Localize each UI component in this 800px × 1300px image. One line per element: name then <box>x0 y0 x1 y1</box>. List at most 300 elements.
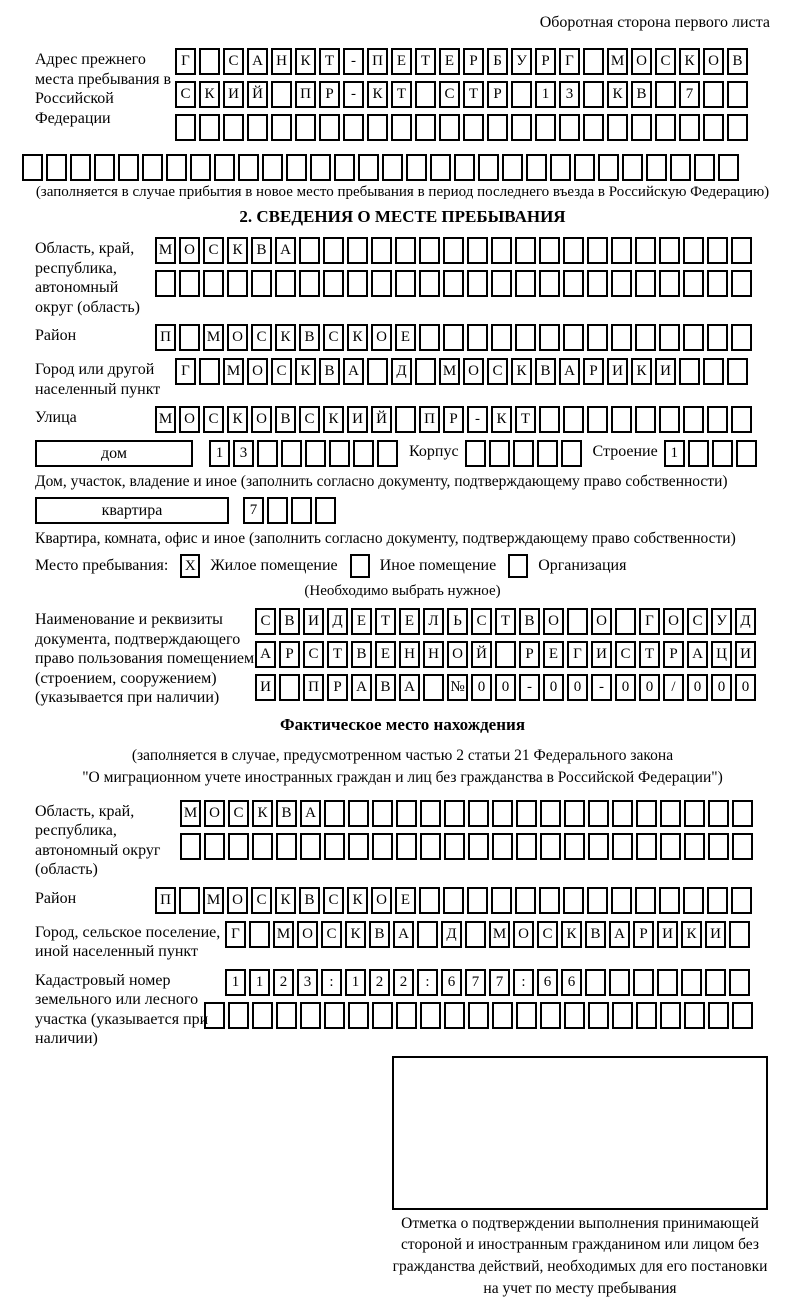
char-box[interactable]: Р <box>633 921 654 948</box>
char-box[interactable]: И <box>303 608 324 635</box>
char-box[interactable] <box>305 440 326 467</box>
char-box[interactable]: А <box>609 921 630 948</box>
char-box[interactable] <box>609 969 630 996</box>
char-box[interactable] <box>612 800 633 827</box>
char-box[interactable] <box>467 887 488 914</box>
char-box[interactable] <box>371 237 392 264</box>
char-box[interactable] <box>731 270 752 297</box>
char-box[interactable] <box>467 324 488 351</box>
char-box[interactable] <box>705 969 726 996</box>
char-box[interactable] <box>495 641 516 668</box>
char-box[interactable]: К <box>295 358 316 385</box>
char-box[interactable] <box>712 440 733 467</box>
char-box[interactable] <box>718 154 739 181</box>
char-box[interactable]: С <box>655 48 676 75</box>
char-box[interactable]: Е <box>395 887 416 914</box>
char-box[interactable] <box>395 406 416 433</box>
char-box[interactable]: И <box>705 921 726 948</box>
char-box[interactable]: Й <box>247 81 268 108</box>
char-box[interactable] <box>585 969 606 996</box>
char-box[interactable]: К <box>679 48 700 75</box>
char-box[interactable]: Р <box>443 406 464 433</box>
char-box[interactable] <box>395 237 416 264</box>
char-box[interactable]: О <box>663 608 684 635</box>
char-box[interactable]: Г <box>175 48 196 75</box>
char-box[interactable]: О <box>297 921 318 948</box>
char-box[interactable]: О <box>179 406 200 433</box>
char-box[interactable] <box>286 154 307 181</box>
char-box[interactable]: № <box>447 674 468 701</box>
char-box[interactable]: 0 <box>735 674 756 701</box>
char-box[interactable]: 0 <box>495 674 516 701</box>
char-box[interactable] <box>688 440 709 467</box>
char-box[interactable]: И <box>223 81 244 108</box>
char-box[interactable] <box>612 833 633 860</box>
char-box[interactable]: А <box>687 641 708 668</box>
char-box[interactable] <box>539 887 560 914</box>
char-box[interactable] <box>732 800 753 827</box>
checkbox-other-premises[interactable] <box>350 554 370 578</box>
char-box[interactable]: : <box>513 969 534 996</box>
char-box[interactable] <box>539 237 560 264</box>
char-box[interactable]: Й <box>471 641 492 668</box>
char-box[interactable] <box>659 270 680 297</box>
char-box[interactable]: Е <box>543 641 564 668</box>
char-box[interactable]: В <box>369 921 390 948</box>
char-box[interactable] <box>467 237 488 264</box>
char-box[interactable] <box>491 324 512 351</box>
char-box[interactable] <box>583 48 604 75</box>
char-box[interactable] <box>406 154 427 181</box>
char-box[interactable] <box>334 154 355 181</box>
char-box[interactable] <box>513 440 534 467</box>
char-box[interactable]: 0 <box>471 674 492 701</box>
char-box[interactable]: 1 <box>249 969 270 996</box>
char-box[interactable] <box>563 887 584 914</box>
char-box[interactable] <box>420 833 441 860</box>
char-box[interactable]: К <box>199 81 220 108</box>
char-box[interactable]: П <box>155 324 176 351</box>
char-box[interactable] <box>276 1002 297 1029</box>
char-box[interactable]: 7 <box>465 969 486 996</box>
char-box[interactable] <box>567 608 588 635</box>
char-box[interactable]: 0 <box>615 674 636 701</box>
char-box[interactable] <box>465 440 486 467</box>
char-box[interactable]: В <box>375 674 396 701</box>
char-box[interactable]: К <box>347 324 368 351</box>
char-box[interactable]: А <box>559 358 580 385</box>
char-box[interactable]: В <box>279 608 300 635</box>
char-box[interactable] <box>353 440 374 467</box>
char-box[interactable] <box>238 154 259 181</box>
char-box[interactable]: 0 <box>567 674 588 701</box>
char-box[interactable]: М <box>439 358 460 385</box>
char-box[interactable]: К <box>631 358 652 385</box>
char-box[interactable] <box>635 270 656 297</box>
char-box[interactable]: Е <box>351 608 372 635</box>
char-box[interactable] <box>367 358 388 385</box>
char-box[interactable]: П <box>419 406 440 433</box>
char-box[interactable]: П <box>367 48 388 75</box>
char-box[interactable] <box>323 237 344 264</box>
char-box[interactable]: О <box>204 800 225 827</box>
char-box[interactable] <box>348 833 369 860</box>
char-box[interactable]: 2 <box>273 969 294 996</box>
char-box[interactable]: Р <box>663 641 684 668</box>
char-box[interactable] <box>515 237 536 264</box>
char-box[interactable]: К <box>295 48 316 75</box>
char-box[interactable]: 1 <box>345 969 366 996</box>
char-box[interactable]: П <box>155 887 176 914</box>
char-box[interactable] <box>515 270 536 297</box>
char-box[interactable]: Н <box>423 641 444 668</box>
char-box[interactable] <box>684 800 705 827</box>
char-box[interactable] <box>203 270 224 297</box>
char-box[interactable] <box>633 969 654 996</box>
char-box[interactable] <box>703 114 724 141</box>
char-box[interactable] <box>439 114 460 141</box>
char-box[interactable] <box>611 324 632 351</box>
char-box[interactable] <box>635 887 656 914</box>
char-box[interactable]: Г <box>225 921 246 948</box>
char-box[interactable] <box>660 800 681 827</box>
char-box[interactable]: В <box>727 48 748 75</box>
char-box[interactable]: Ц <box>711 641 732 668</box>
char-box[interactable] <box>727 81 748 108</box>
char-box[interactable]: Г <box>567 641 588 668</box>
char-box[interactable] <box>281 440 302 467</box>
char-box[interactable] <box>684 1002 705 1029</box>
char-box[interactable] <box>468 800 489 827</box>
char-box[interactable] <box>247 114 268 141</box>
char-box[interactable] <box>347 237 368 264</box>
char-box[interactable]: 3 <box>559 81 580 108</box>
char-box[interactable]: Р <box>487 81 508 108</box>
char-box[interactable]: В <box>585 921 606 948</box>
char-box[interactable]: И <box>657 921 678 948</box>
char-box[interactable] <box>537 440 558 467</box>
char-box[interactable]: О <box>227 324 248 351</box>
char-box[interactable] <box>707 237 728 264</box>
char-box[interactable]: К <box>252 800 273 827</box>
char-box[interactable] <box>729 921 750 948</box>
char-box[interactable]: Т <box>415 48 436 75</box>
char-box[interactable]: - <box>519 674 540 701</box>
char-box[interactable]: Р <box>279 641 300 668</box>
char-box[interactable]: М <box>180 800 201 827</box>
char-box[interactable] <box>729 969 750 996</box>
char-box[interactable] <box>588 1002 609 1029</box>
char-box[interactable]: Р <box>519 641 540 668</box>
char-box[interactable]: В <box>251 237 272 264</box>
char-box[interactable]: Л <box>423 608 444 635</box>
char-box[interactable] <box>612 1002 633 1029</box>
char-box[interactable] <box>607 114 628 141</box>
char-box[interactable] <box>396 833 417 860</box>
char-box[interactable]: Р <box>463 48 484 75</box>
char-box[interactable] <box>694 154 715 181</box>
char-box[interactable] <box>564 1002 585 1029</box>
char-box[interactable]: С <box>615 641 636 668</box>
char-box[interactable] <box>463 114 484 141</box>
char-box[interactable] <box>707 887 728 914</box>
char-box[interactable] <box>46 154 67 181</box>
char-box[interactable]: В <box>299 324 320 351</box>
char-box[interactable]: 0 <box>639 674 660 701</box>
char-box[interactable]: Р <box>327 674 348 701</box>
char-box[interactable] <box>262 154 283 181</box>
char-box[interactable] <box>275 270 296 297</box>
char-box[interactable] <box>736 440 757 467</box>
char-box[interactable]: С <box>223 48 244 75</box>
char-box[interactable] <box>622 154 643 181</box>
char-box[interactable]: С <box>687 608 708 635</box>
char-box[interactable]: Д <box>735 608 756 635</box>
char-box[interactable]: О <box>463 358 484 385</box>
char-box[interactable]: К <box>511 358 532 385</box>
char-box[interactable]: К <box>561 921 582 948</box>
char-box[interactable] <box>343 114 364 141</box>
char-box[interactable] <box>228 1002 249 1029</box>
char-box[interactable] <box>587 270 608 297</box>
char-box[interactable] <box>587 237 608 264</box>
char-box[interactable] <box>683 270 704 297</box>
char-box[interactable] <box>396 1002 417 1029</box>
char-box[interactable] <box>683 324 704 351</box>
char-box[interactable] <box>372 800 393 827</box>
char-box[interactable] <box>417 921 438 948</box>
char-box[interactable]: К <box>227 406 248 433</box>
char-box[interactable] <box>179 324 200 351</box>
char-box[interactable] <box>199 114 220 141</box>
char-box[interactable] <box>727 358 748 385</box>
char-box[interactable] <box>142 154 163 181</box>
char-box[interactable] <box>214 154 235 181</box>
char-box[interactable] <box>377 440 398 467</box>
char-box[interactable] <box>587 887 608 914</box>
char-box[interactable] <box>588 800 609 827</box>
char-box[interactable] <box>271 81 292 108</box>
char-box[interactable]: Г <box>639 608 660 635</box>
char-box[interactable] <box>444 800 465 827</box>
char-box[interactable]: Д <box>441 921 462 948</box>
char-box[interactable] <box>443 270 464 297</box>
char-box[interactable] <box>444 1002 465 1029</box>
char-box[interactable] <box>540 800 561 827</box>
char-box[interactable] <box>491 887 512 914</box>
char-box[interactable]: С <box>271 358 292 385</box>
char-box[interactable]: М <box>489 921 510 948</box>
char-box[interactable]: Н <box>399 641 420 668</box>
char-box[interactable]: А <box>247 48 268 75</box>
char-box[interactable] <box>367 114 388 141</box>
char-box[interactable] <box>175 114 196 141</box>
char-box[interactable] <box>574 154 595 181</box>
char-box[interactable] <box>279 674 300 701</box>
char-box[interactable] <box>419 237 440 264</box>
char-box[interactable] <box>708 800 729 827</box>
char-box[interactable] <box>423 674 444 701</box>
char-box[interactable]: В <box>299 887 320 914</box>
char-box[interactable] <box>443 237 464 264</box>
char-box[interactable]: С <box>251 324 272 351</box>
char-box[interactable] <box>299 270 320 297</box>
char-box[interactable]: С <box>439 81 460 108</box>
char-box[interactable] <box>731 237 752 264</box>
char-box[interactable] <box>727 114 748 141</box>
char-box[interactable]: К <box>491 406 512 433</box>
char-box[interactable]: 7 <box>243 497 264 524</box>
char-box[interactable]: О <box>703 48 724 75</box>
char-box[interactable]: - <box>343 48 364 75</box>
char-box[interactable]: / <box>663 674 684 701</box>
char-box[interactable]: - <box>467 406 488 433</box>
char-box[interactable]: 3 <box>233 440 254 467</box>
char-box[interactable]: О <box>179 237 200 264</box>
char-box[interactable]: С <box>175 81 196 108</box>
char-box[interactable]: О <box>513 921 534 948</box>
char-box[interactable] <box>118 154 139 181</box>
char-box[interactable] <box>166 154 187 181</box>
char-box[interactable] <box>635 324 656 351</box>
char-box[interactable]: О <box>251 406 272 433</box>
char-box[interactable]: В <box>535 358 556 385</box>
char-box[interactable]: 6 <box>441 969 462 996</box>
char-box[interactable]: Т <box>495 608 516 635</box>
char-box[interactable] <box>659 237 680 264</box>
char-box[interactable] <box>382 154 403 181</box>
char-box[interactable]: Г <box>559 48 580 75</box>
char-box[interactable] <box>319 114 340 141</box>
char-box[interactable]: К <box>275 324 296 351</box>
char-box[interactable]: А <box>300 800 321 827</box>
char-box[interactable] <box>299 237 320 264</box>
char-box[interactable]: Д <box>327 608 348 635</box>
char-box[interactable]: Е <box>391 48 412 75</box>
char-box[interactable]: 7 <box>679 81 700 108</box>
char-box[interactable] <box>683 406 704 433</box>
char-box[interactable] <box>707 324 728 351</box>
char-box[interactable]: К <box>345 921 366 948</box>
char-box[interactable]: С <box>471 608 492 635</box>
char-box[interactable] <box>348 800 369 827</box>
char-box[interactable] <box>539 270 560 297</box>
char-box[interactable]: О <box>543 608 564 635</box>
char-box[interactable] <box>199 48 220 75</box>
char-box[interactable] <box>257 440 278 467</box>
char-box[interactable] <box>635 406 656 433</box>
char-box[interactable]: Т <box>639 641 660 668</box>
char-box[interactable] <box>540 833 561 860</box>
char-box[interactable] <box>295 114 316 141</box>
char-box[interactable] <box>563 324 584 351</box>
char-box[interactable] <box>708 833 729 860</box>
char-box[interactable] <box>70 154 91 181</box>
char-box[interactable]: М <box>203 887 224 914</box>
char-box[interactable] <box>492 833 513 860</box>
char-box[interactable] <box>415 114 436 141</box>
char-box[interactable] <box>659 324 680 351</box>
char-box[interactable] <box>539 406 560 433</box>
char-box[interactable] <box>588 833 609 860</box>
char-box[interactable] <box>371 270 392 297</box>
char-box[interactable] <box>611 270 632 297</box>
char-box[interactable] <box>564 800 585 827</box>
char-box[interactable] <box>681 969 702 996</box>
char-box[interactable] <box>396 800 417 827</box>
char-box[interactable]: П <box>295 81 316 108</box>
char-box[interactable] <box>636 1002 657 1029</box>
char-box[interactable]: : <box>321 969 342 996</box>
char-box[interactable] <box>419 887 440 914</box>
char-box[interactable] <box>731 887 752 914</box>
char-box[interactable]: Р <box>535 48 556 75</box>
char-box[interactable]: Е <box>375 641 396 668</box>
char-box[interactable] <box>395 270 416 297</box>
char-box[interactable] <box>391 114 412 141</box>
char-box[interactable] <box>249 921 270 948</box>
checkbox-residential[interactable]: X <box>180 554 200 578</box>
char-box[interactable]: Т <box>375 608 396 635</box>
char-box[interactable] <box>707 406 728 433</box>
char-box[interactable] <box>563 270 584 297</box>
char-box[interactable]: О <box>247 358 268 385</box>
char-box[interactable] <box>564 833 585 860</box>
char-box[interactable]: С <box>487 358 508 385</box>
char-box[interactable] <box>731 406 752 433</box>
char-box[interactable]: К <box>275 887 296 914</box>
char-box[interactable] <box>707 270 728 297</box>
char-box[interactable]: К <box>227 237 248 264</box>
char-box[interactable]: М <box>223 358 244 385</box>
char-box[interactable]: Е <box>395 324 416 351</box>
char-box[interactable] <box>252 1002 273 1029</box>
char-box[interactable] <box>679 114 700 141</box>
char-box[interactable] <box>467 270 488 297</box>
char-box[interactable] <box>561 440 582 467</box>
char-box[interactable]: В <box>319 358 340 385</box>
char-box[interactable] <box>516 833 537 860</box>
char-box[interactable] <box>190 154 211 181</box>
char-box[interactable] <box>515 324 536 351</box>
char-box[interactable] <box>683 887 704 914</box>
char-box[interactable]: М <box>273 921 294 948</box>
char-box[interactable] <box>563 237 584 264</box>
char-box[interactable] <box>251 270 272 297</box>
char-box[interactable]: Б <box>487 48 508 75</box>
char-box[interactable]: Т <box>319 48 340 75</box>
char-box[interactable] <box>708 1002 729 1029</box>
char-box[interactable]: А <box>399 674 420 701</box>
char-box[interactable]: Й <box>371 406 392 433</box>
char-box[interactable]: С <box>255 608 276 635</box>
char-box[interactable] <box>204 1002 225 1029</box>
char-box[interactable]: С <box>228 800 249 827</box>
char-box[interactable] <box>683 237 704 264</box>
char-box[interactable]: М <box>607 48 628 75</box>
char-box[interactable]: А <box>393 921 414 948</box>
char-box[interactable]: - <box>343 81 364 108</box>
char-box[interactable] <box>179 887 200 914</box>
char-box[interactable]: Т <box>391 81 412 108</box>
char-box[interactable]: Т <box>327 641 348 668</box>
char-box[interactable] <box>372 1002 393 1029</box>
char-box[interactable]: Р <box>319 81 340 108</box>
char-box[interactable]: С <box>323 887 344 914</box>
char-box[interactable] <box>468 833 489 860</box>
char-box[interactable] <box>539 324 560 351</box>
char-box[interactable]: 2 <box>393 969 414 996</box>
